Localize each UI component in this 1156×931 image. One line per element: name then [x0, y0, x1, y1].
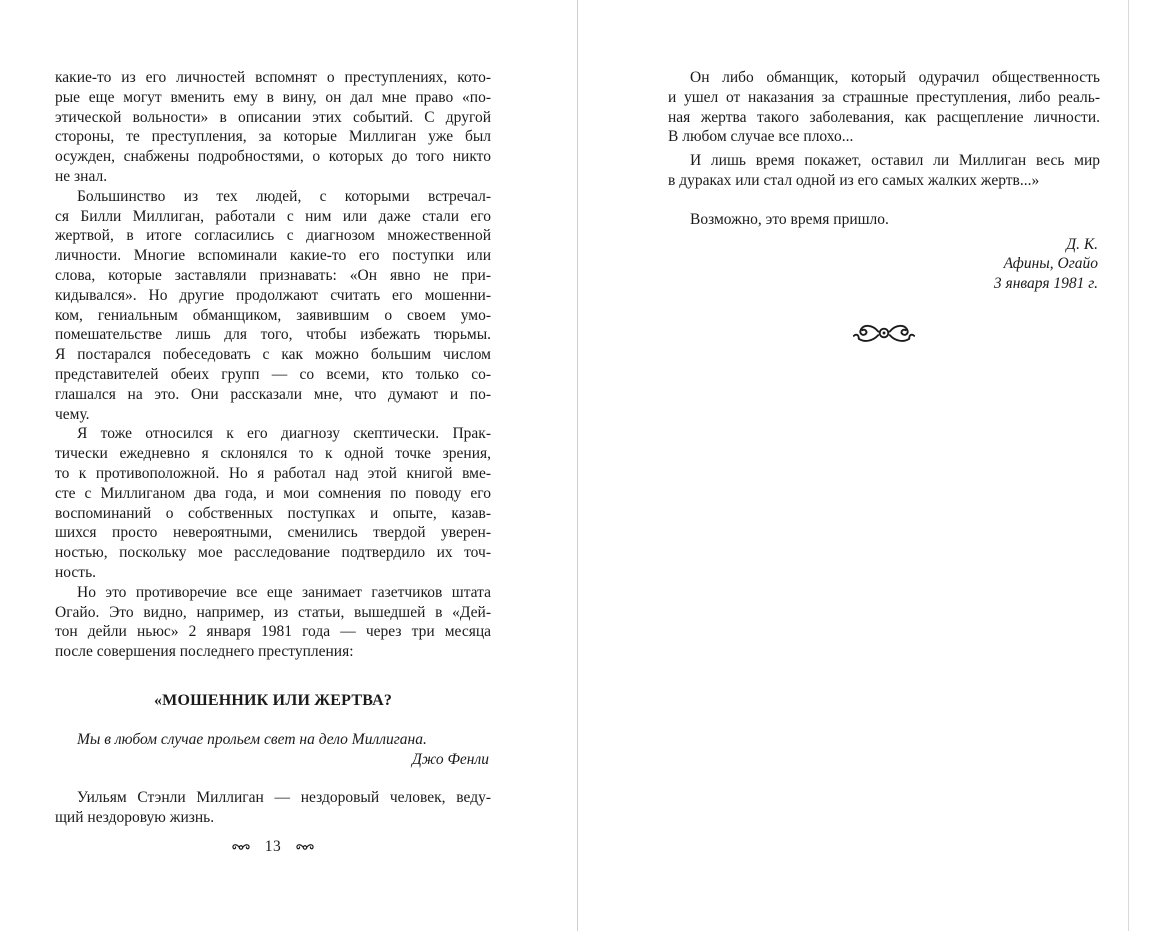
text-line: рые еще могут вменить ему в вину, он дал мне право «по-: [55, 88, 491, 106]
text-line: тон дейли ньюс» 2 января 1981 года — через три месяца: [55, 623, 491, 641]
text-line: Возможно, это время пришло.: [690, 210, 889, 228]
epigraph-author: Джо Фенли: [411, 750, 489, 768]
text-line: этической вольности» в описании этих событий. С другой: [55, 108, 491, 126]
right-text-column: [668, 68, 1100, 346]
text-line: воспоминаний о собственных поступках и опыте, казав-: [55, 504, 491, 522]
text-line: сте с Миллиганом два года, и мои сомнения по поводу его: [55, 484, 491, 502]
text-line: ная жертва такого заболевания, как расщепление личности.: [668, 108, 1100, 126]
text-line: ностью, поскольку мое расследование подтвердило их точ-: [55, 544, 491, 562]
text-line: Огайо. Это видно, например, из статьи, вышедшей в «Дей-: [55, 603, 491, 621]
text-line: тически ежедневно я склонялся то к одной точке зрения,: [55, 445, 491, 463]
text-line: ся Билли Миллиган, работали с ним или даже стали его: [55, 207, 491, 225]
fleuron-icon: [231, 838, 251, 856]
text-line: слова, которые заставляли признавать: «Он явно не при-: [55, 266, 491, 284]
text-line: и ушел от наказания за страшные преступления, либо реаль-: [668, 88, 1100, 106]
text-line: В любом случае все плохо...: [668, 128, 854, 146]
text-line: Большинство из тех людей, с которыми встречал-: [77, 187, 491, 205]
text-line: глашался на это. Они рассказали мне, что думают и по-: [55, 385, 491, 403]
text-line: Я тоже относился к его диагнозу скептически. Прак-: [77, 425, 491, 443]
author-signature-block: [668, 235, 1100, 294]
epigraph-quote: Мы в любом случае прольем свет на дело Миллигана.: [77, 730, 427, 748]
paragraph: [55, 68, 491, 187]
paragraph: [55, 583, 491, 662]
text-line: жертвой, в итоге согласились с диагнозом множественной: [55, 227, 491, 245]
page-gutter-divider: [577, 0, 578, 931]
text-line: Я постарался побеседовать с как можно большим числом: [55, 346, 491, 364]
paragraph: [668, 210, 1100, 230]
text-line: кидывался». Но другие продолжают считать его мошенни-: [55, 286, 491, 304]
text-line: ность.: [55, 563, 97, 581]
signature-initials: Д. К.: [1066, 235, 1098, 253]
signature-place: Афины, Огайо: [1003, 255, 1098, 273]
scroll-flourish-icon: [848, 324, 920, 341]
paragraph: [668, 68, 1100, 147]
page-right-edge: [1128, 0, 1129, 931]
article-headline: «МОШЕННИК ИЛИ ЖЕРТВА?: [153, 691, 393, 709]
text-line: помешательстве лишь для того, чтобы избежать тюрьмы.: [55, 326, 491, 344]
signature-date: 3 января 1981 г.: [993, 275, 1098, 293]
page-footer: [55, 838, 491, 856]
text-line: личности. Многие вспоминали какие-то его поступки или: [55, 247, 491, 265]
text-line: в дураках или стал одной из его самых жалких жертв...»: [668, 171, 1040, 189]
paragraph: [55, 424, 491, 582]
text-line: Уильям Стэнли Миллиган — нездоровый человек, веду-: [77, 789, 491, 807]
text-line: И лишь время покажет, оставил ли Миллиган весь мир: [690, 152, 1100, 170]
text-line: не знал.: [55, 167, 108, 185]
text-line: то к противоположной. Но я работал над этой книгой вме-: [55, 464, 491, 482]
page-number: 13: [264, 838, 282, 855]
section-end-ornament: [668, 320, 1100, 346]
text-line: представителей обеих групп — со всеми, кто только со-: [55, 365, 491, 383]
text-line: шихся просто невероятными, сменились твердой уверен-: [55, 524, 491, 542]
text-line: Он либо обманщик, который одурачил общественность: [690, 69, 1100, 86]
text-line: Но это противоречие все еще занимает газетчиков штата: [77, 583, 491, 601]
text-line: осужден, снабжены подробностями, о которых до того никто: [55, 148, 491, 166]
text-line: после совершения последнего преступления:: [55, 643, 354, 661]
paragraph: [668, 151, 1100, 191]
text-line: стороны, те преступления, за которые Миллиган уже был: [55, 128, 491, 146]
text-line: щий нездоровую жизнь.: [55, 809, 215, 827]
left-text-column: [55, 68, 491, 828]
fleuron-icon: [295, 838, 315, 856]
text-line: какие-то из его личностей вспомнят о преступлениях, кото-: [55, 69, 491, 86]
text-line: ком, гениальным обманщиком, заявившим о своем умо-: [55, 306, 491, 324]
text-line: чему.: [55, 405, 90, 423]
paragraph: [55, 187, 491, 425]
paragraph: [55, 788, 491, 828]
